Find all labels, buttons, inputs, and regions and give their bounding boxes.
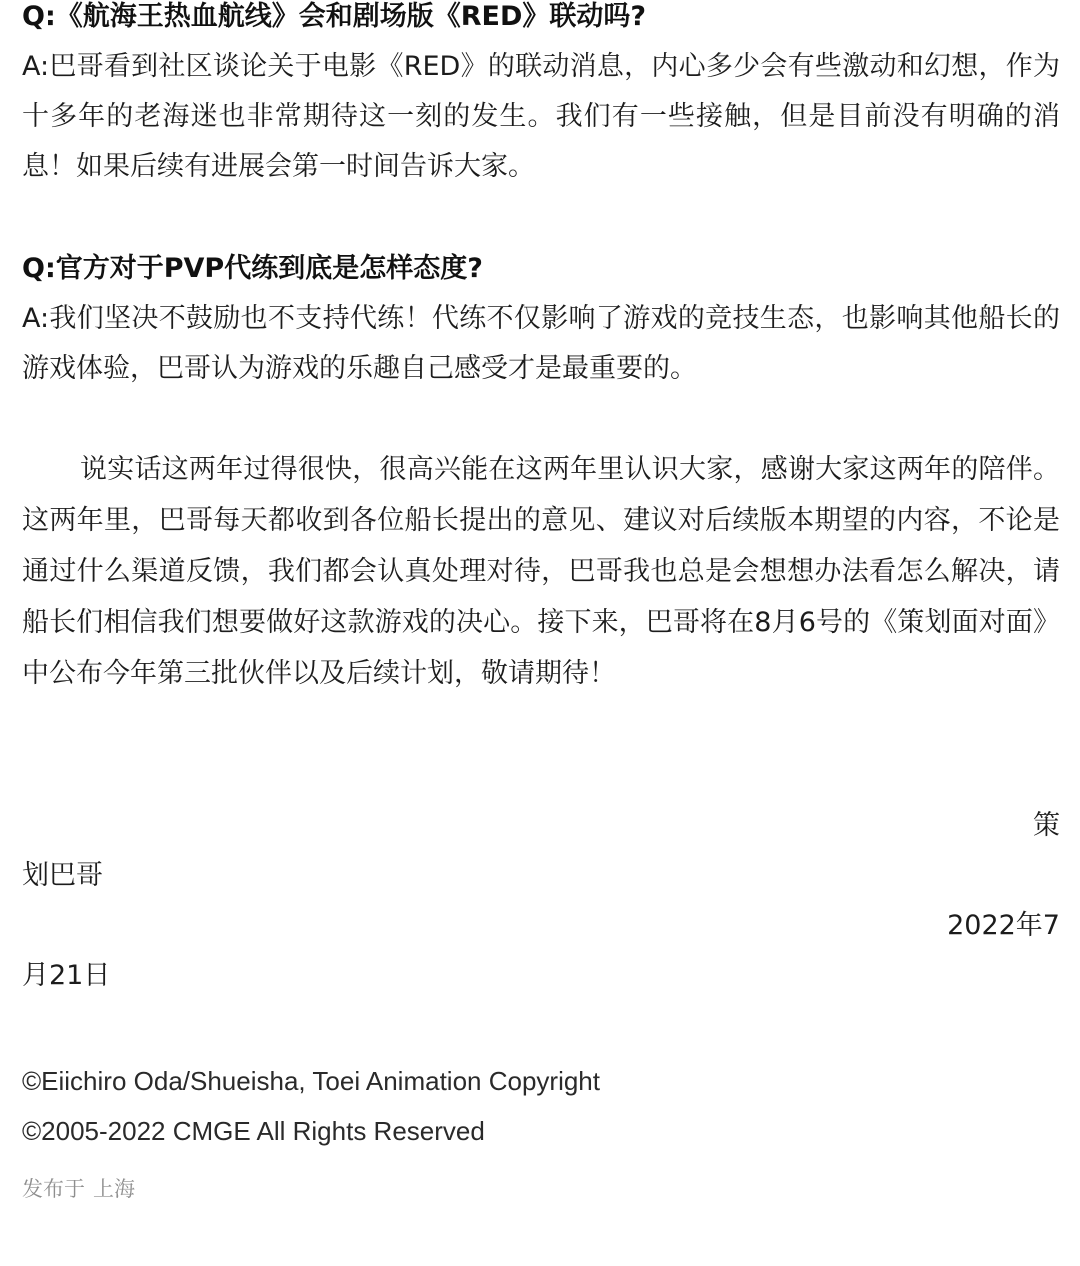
copyright-notice <box>22 1056 1060 1156</box>
question-pvp-boosting: Q:官方对于PVP代练到底是怎样态度? <box>22 253 483 284</box>
published-label: 发布于 <box>22 1177 85 1201</box>
qa-item-pvp-boosting <box>22 244 1060 394</box>
answer-red-collab: A:巴哥看到社区谈论关于电影《RED》的联动消息，内心多少会有些激动和幻想，作为十多年的老海迷也非常期待这一刻的发生。我们有一些接触，但是目前没有明确的消息！如果后续有进展会第一时间告诉大家。 <box>22 51 1060 182</box>
copyright-line-1: ©Eiichiro Oda/Shueisha, Toei Animation Copyright <box>22 1066 600 1096</box>
signature-date-line-1: 2022年7 <box>947 910 1060 941</box>
qa-item-red-collab <box>22 0 1060 192</box>
signature-line-2: 划巴哥 <box>22 860 103 891</box>
closing-paragraph: 说实话这两年过得很快，很高兴能在这两年里认识大家，感谢大家这两年的陪伴。这两年里，巴哥每天都收到各位船长提出的意见、建议对后续版本期望的内容，不论是通过什么渠道反馈，我们都会认真处理对待，巴哥我也总是会想想办法看怎么解决，请船长们相信我们想要做好这款游戏的决心。接下来，巴哥将在8月6号的《策划面对面》中公布今年第三批伙伴以及后续计划，敬请期待！ <box>22 454 1060 689</box>
signature-date-line-2: 月21日 <box>22 960 111 991</box>
published-location-name: 上海 <box>93 1177 135 1201</box>
published-location <box>22 1174 1060 1204</box>
copyright-line-2: ©2005-2022 CMGE All Rights Reserved <box>22 1116 485 1146</box>
signature-line-1: 策 <box>1033 810 1060 841</box>
signature-block <box>22 801 1060 1001</box>
answer-pvp-boosting: A:我们坚决不鼓励也不支持代练！代练不仅影响了游戏的竞技生态，也影响其他船长的游戏体验，巴哥认为游戏的乐趣自己感受才是最重要的。 <box>22 303 1060 384</box>
question-red-collab: Q:《航海王热血航线》会和剧场版《RED》联动吗? <box>22 1 647 32</box>
article-body <box>22 0 1060 1204</box>
